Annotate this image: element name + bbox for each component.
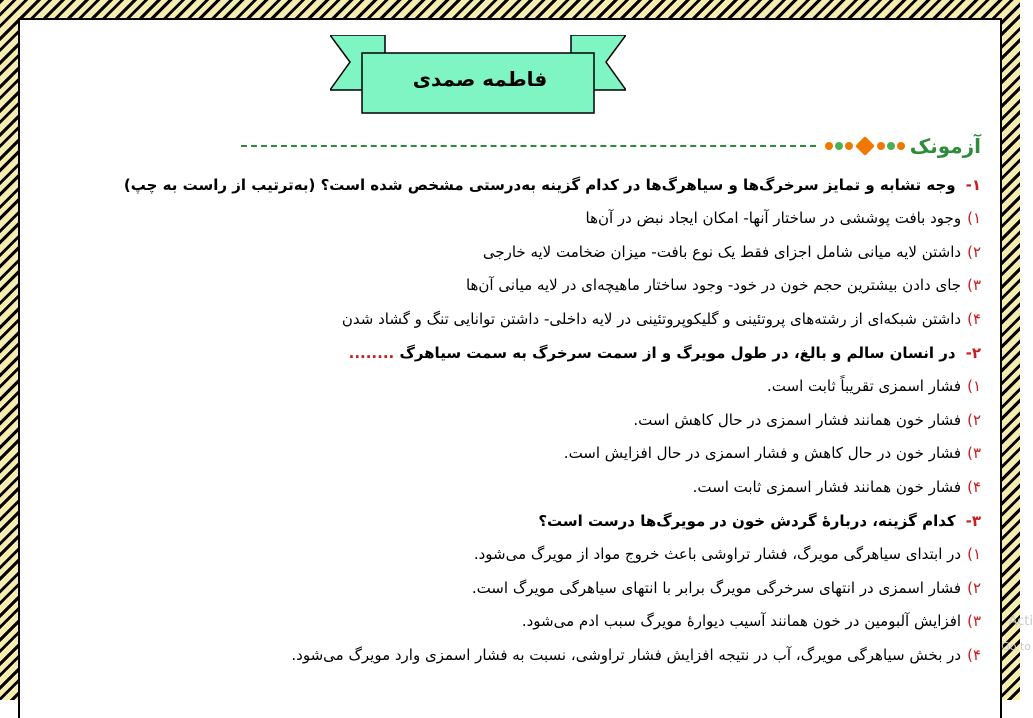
- option-number: ۳): [967, 612, 981, 630]
- option[interactable]: [101, 538, 981, 572]
- option-text: در بخش سیاهرگی مویرگ، آب در نتیجه افزایش فشار تراوشی، نسبت به فشار اسمزی وارد مویرگ می‌شود.: [291, 645, 962, 664]
- option-number: ۲): [967, 578, 981, 597]
- diamond-icon: [855, 136, 875, 156]
- option-number: ۴): [967, 477, 981, 496]
- option-text: داشتن لایه میانی شامل اجزای فقط یک نوع بافت- میزان ضخامت لایه خارجی: [482, 242, 962, 261]
- option-text: فشار خون همانند فشار اسمزی در حال کاهش است.: [633, 410, 962, 429]
- option-number: ۳): [967, 276, 981, 294]
- option[interactable]: [101, 437, 981, 471]
- option-number: ۳): [967, 444, 981, 462]
- section-divider: [241, 145, 816, 147]
- question: [101, 168, 981, 202]
- section-header: [233, 126, 981, 166]
- question-text: کدام گزینه، دربارۀ گردش خون در مویرگ‌ها درست است؟: [538, 512, 956, 530]
- option-text: فشار اسمزی تقریباً ثابت است.: [767, 377, 962, 395]
- option[interactable]: [101, 404, 981, 438]
- option-number: ۲): [967, 242, 981, 261]
- option-text: جای دادن بیشترین حجم خون در خود- وجود ساختار ماهیچه‌ای در لایه میانی آن‌ها: [465, 276, 962, 294]
- decorative-dots: [824, 139, 906, 153]
- option[interactable]: [101, 605, 981, 639]
- dot-icon: [887, 142, 895, 150]
- option[interactable]: [101, 639, 981, 673]
- option-text: افزایش آلبومین در خون همانند آسیب دیوارۀ مویرگ سبب ادم می‌شود.: [521, 612, 962, 630]
- section-title: آزمونک: [909, 134, 981, 158]
- option-number: ۱): [967, 545, 981, 563]
- dot-icon: [897, 142, 905, 150]
- activation-watermark-sub: Go to: [1001, 640, 1031, 653]
- option-text: وجود بافت پوششی در ساختار آنها- امکان ایجاد نبض در آن‌ها: [585, 209, 962, 227]
- option[interactable]: [101, 202, 981, 236]
- student-name: فاطمه صمدی: [412, 67, 548, 91]
- option[interactable]: [101, 370, 981, 404]
- activation-watermark: Acti: [1008, 614, 1033, 629]
- dot-icon: [845, 142, 853, 150]
- option-number: ۱): [967, 209, 981, 227]
- option-text: فشار خون در حال کاهش و فشار اسمزی در حال افزایش است.: [563, 444, 962, 462]
- option-number: ۴): [967, 645, 981, 664]
- question: [101, 336, 981, 370]
- dot-icon: [877, 142, 885, 150]
- option-text: داشتن شبکه‌ای از رشته‌های پروتئینی و گلیکوپروتئینی در لایه داخلی- داشتن توانایی تنگ و گشاد شدن: [341, 309, 962, 328]
- option[interactable]: [101, 303, 981, 337]
- option-text: فشار اسمزی در انتهای سرخرگی مویرگ برابر با انتهای سیاهرگی مویرگ است.: [471, 578, 962, 597]
- option-number: ۱): [967, 377, 981, 395]
- option[interactable]: [101, 236, 981, 270]
- question-blank: ........: [348, 344, 395, 362]
- option-text: فشار خون همانند فشار اسمزی ثابت است.: [692, 477, 962, 496]
- option[interactable]: [101, 269, 981, 303]
- dot-icon: [835, 142, 843, 150]
- dot-icon: [825, 142, 833, 150]
- option-number: ۲): [967, 410, 981, 429]
- option-text: در ابتدای سیاهرگی مویرگ، فشار تراوشی باعث خروج مواد از مویرگ می‌شود.: [473, 545, 962, 563]
- option-number: ۴): [967, 309, 981, 328]
- question-text: وجه تشابه و تمایز سرخرگ‌ها و سیاهرگ‌ها در کدام گزینه به‌درستی مشخص شده است؟ (به‌ترتیب از راست به چپ): [123, 176, 956, 194]
- question-number: ۳-: [965, 512, 981, 530]
- question: [101, 504, 981, 538]
- question-text: در انسان سالم و بالغ، در طول مویرگ و از سمت سرخرگ به سمت سیاهرگ: [399, 344, 956, 362]
- question-number: ۲-: [965, 344, 981, 362]
- question-number: ۱-: [965, 176, 981, 194]
- option[interactable]: [101, 471, 981, 505]
- questions-list: [101, 168, 981, 672]
- option[interactable]: [101, 572, 981, 606]
